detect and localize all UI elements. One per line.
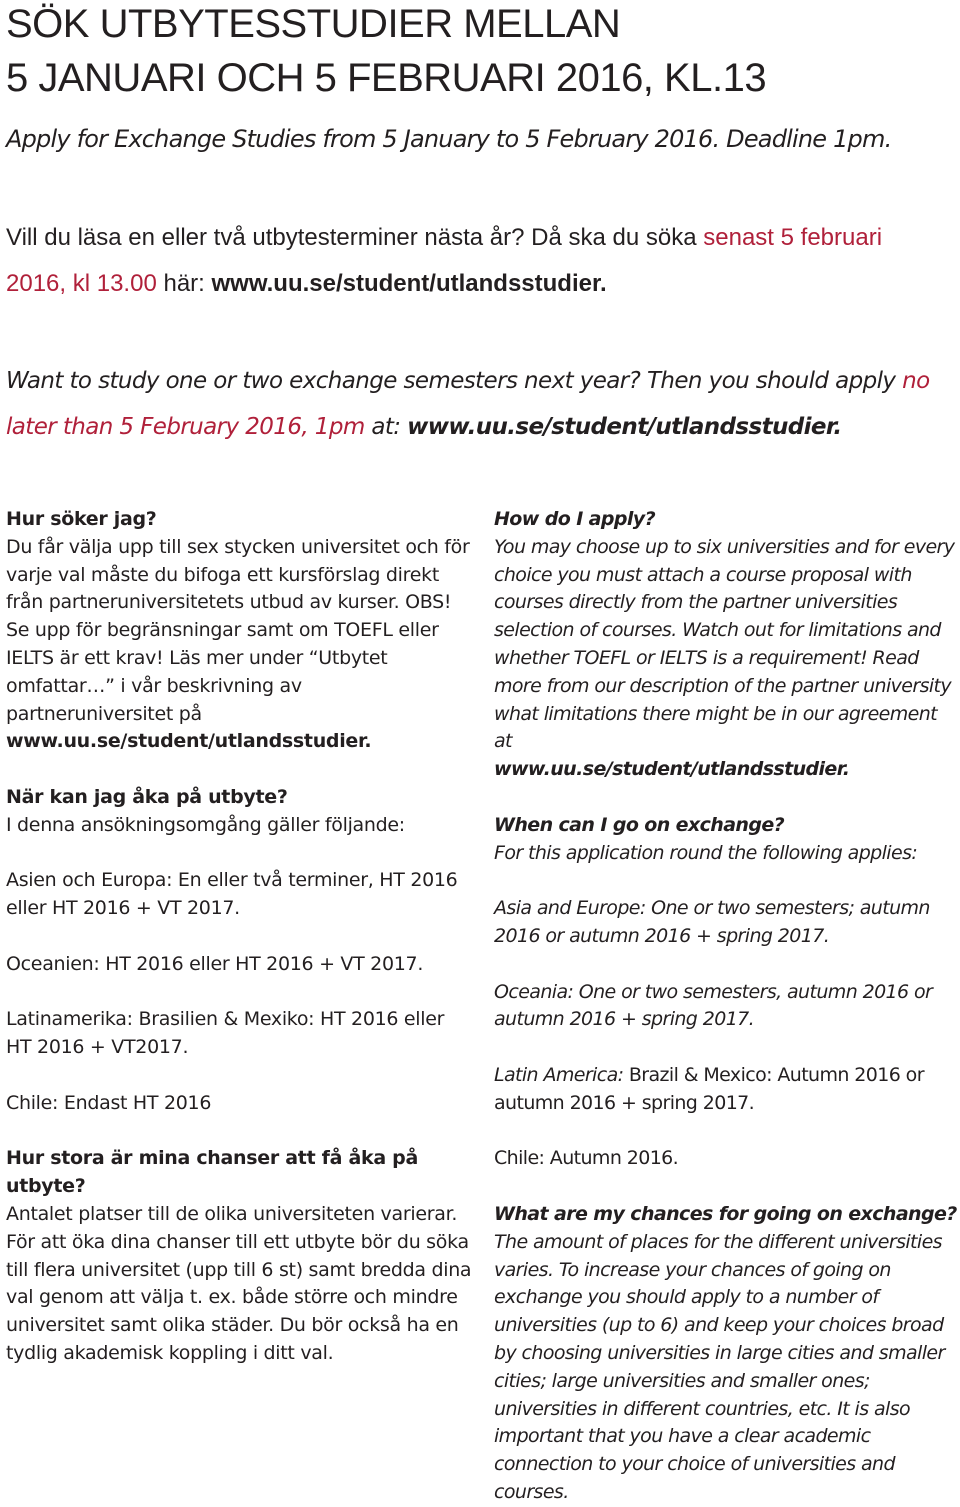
sv-latin-america: Latinamerika: Brasilien & Mexiko: HT 2016 eller HT 2016 + VT2017. bbox=[6, 1008, 445, 1059]
subtitle-english: Apply for Exchange Studies from 5 January to 5 February 2016. Deadline 1pm. bbox=[6, 125, 892, 153]
swedish-column bbox=[6, 506, 472, 1368]
sv-when-heading: När kan jag åka på utbyte? bbox=[6, 785, 288, 808]
en-when-intro: For this application round the following applies: bbox=[494, 841, 918, 864]
intro-sv-text-after: . bbox=[600, 270, 607, 297]
intro-en-text-after: . bbox=[833, 414, 842, 440]
en-chile: Chile: Autumn 2016. bbox=[494, 1147, 679, 1170]
en-latin-america-text: Brazil & Mexico: Autumn 2016 or autumn 2016 + spring 2017. bbox=[494, 1063, 924, 1114]
sv-how-text: Du får välja upp till sex stycken universitet och för varje val måste du bifoga ett kursförslag direkt från partneruniversitetets utbud av kurser. OBS! Se upp för begränsningar samt om TOEFL eller IELTS är ett krav! Läs mer under “Utbytet omfattar…” i vår beskrivning av partneruniversitet på bbox=[6, 535, 470, 725]
intro-sv-deadline: senast 5 februari 2016, kl 13.00 bbox=[6, 224, 883, 297]
en-how-url-link[interactable]: www.uu.se/student/utlandsstudier. bbox=[494, 758, 850, 781]
sv-chances-text: Antalet platser till de olika universiteten varierar. För att öka dina chanser till ett utbyte bör du söka till flera universitet (upp till 6 st) samt bredda dina val genom att välja t. ex. både större och mindre universitet samt olika städer. Du bör också ha en tydlig akademisk koppling i ditt val. bbox=[6, 1202, 472, 1364]
english-column bbox=[494, 506, 960, 1507]
en-chances-text: The amount of places for the different universities varies. To increase your chances of going on exchange you should apply to a number of universities (up to 6) and keep your choices broad by choosing universities in large cities and smaller cities; large universities and smaller ones; universities in different countries, etc. It is also important that you have a clear academic connection to your choice of universities and courses. bbox=[494, 1230, 945, 1503]
intro-en-text-mid: at: bbox=[364, 414, 408, 440]
sv-when-intro: I denna ansökningsomgång gäller följande: bbox=[6, 813, 405, 836]
sv-oceania: Oceanien: HT 2016 eller HT 2016 + VT 2017. bbox=[6, 952, 424, 975]
page-title-line-2: 5 JANUARI OCH 5 FEBRUARI 2016, KL.13 bbox=[6, 56, 767, 100]
intro-sv-text-mid: här: bbox=[156, 270, 212, 297]
sv-asia-europe: Asien och Europa: En eller två terminer, HT 2016 eller HT 2016 + VT 2017. bbox=[6, 869, 458, 920]
intro-sv-url-link[interactable]: www.uu.se/student/utlandsstudier bbox=[211, 270, 600, 297]
en-how-text: You may choose up to six universities and for every choice you must attach a course proposal with courses directly from the partner universities selection of courses. Watch out for limitations and whether TOEFL or IELTS is a requirement! Read more from our description of the partner university what limitations there might be in our agreement at bbox=[494, 535, 955, 753]
intro-swedish bbox=[6, 215, 946, 307]
en-how-heading: How do I apply? bbox=[494, 508, 656, 530]
intro-sv-text-before: Vill du läsa en eller två utbytesterminer nästa år? Då ska du söka bbox=[6, 224, 704, 251]
sv-how-url-link[interactable]: www.uu.se/student/utlandsstudier. bbox=[6, 730, 372, 753]
sv-chile: Chile: Endast HT 2016 bbox=[6, 1091, 212, 1114]
intro-en-deadline: no later than 5 February 2016, 1pm bbox=[6, 368, 930, 440]
en-latin-america bbox=[494, 1062, 960, 1118]
sv-chances-heading: Hur stora är mina chanser att få åka på utbyte? bbox=[6, 1147, 418, 1198]
intro-en-url-link[interactable]: www.uu.se/student/utlandsstudier bbox=[407, 414, 834, 440]
intro-english bbox=[6, 358, 946, 450]
page-title-line-1: SÖK UTBYTESSTUDIER MELLAN bbox=[6, 2, 621, 46]
en-latin-america-region: Latin America: bbox=[494, 1063, 624, 1086]
sv-how-heading: Hur söker jag? bbox=[6, 508, 157, 530]
en-asia-europe: Asia and Europe: One or two semesters; autumn 2016 or autumn 2016 + spring 2017. bbox=[494, 897, 930, 947]
en-oceania: Oceania: One or two semesters, autumn 2016 or autumn 2016 + spring 2017. bbox=[494, 980, 933, 1031]
en-chances-heading: What are my chances for going on exchange? bbox=[494, 1202, 957, 1225]
en-when-heading: When can I go on exchange? bbox=[494, 813, 785, 836]
intro-en-text-before: Want to study one or two exchange semesters next year? Then you should apply bbox=[6, 368, 903, 394]
